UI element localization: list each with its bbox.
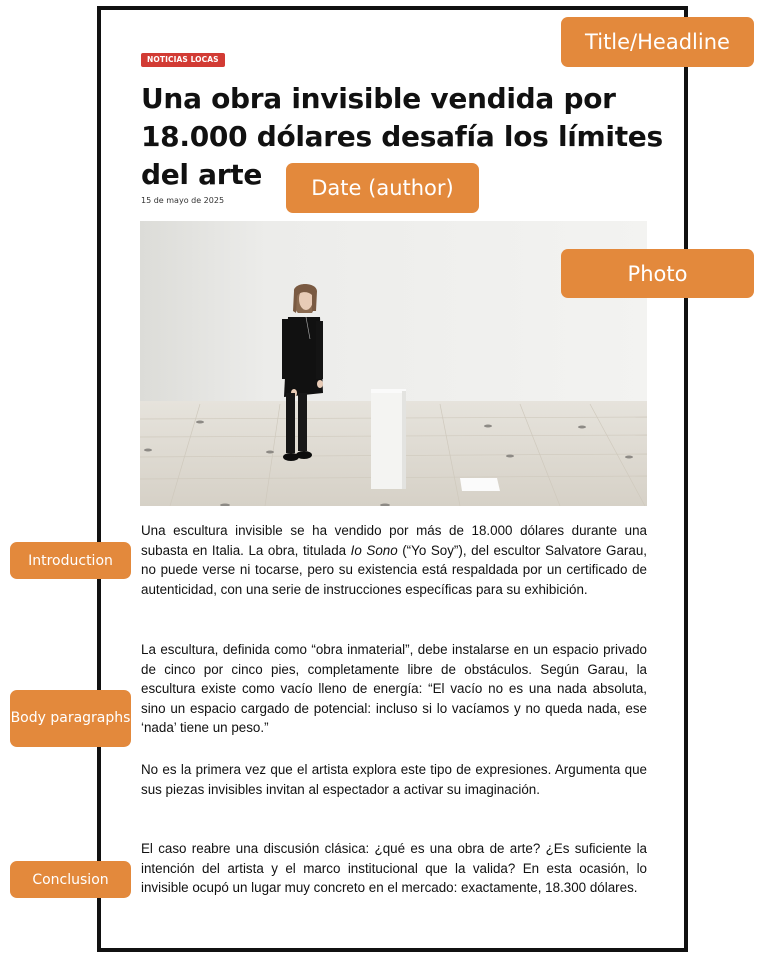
annotation-title-headline: Title/Headline — [561, 17, 754, 67]
intro-text-start: Una escultura invisible se ha vendido por más de 18.000 dólares durante una subasta en Italia. La obra, titulada — [141, 523, 647, 558]
article-date: 15 de mayo de 2025 — [141, 196, 225, 205]
annotation-conclusion: Conclusion — [10, 861, 131, 898]
category-badge: NOTICIAS LOCAS — [141, 53, 225, 67]
body-paragraph-1: La escultura, definida como “obra inmaterial”, debe instalarse en un espacio privado de cinco por cinco pies, completamente libre de obstáculos. Según Garau, la escultura existe como vacío lleno de energía: “El vacío no es una nada absoluta, sino un espacio cargado de potencial: incluso si lo vacíamos y no queda nada, ese ‘nada’ tiene un peso.” — [141, 642, 647, 735]
annotation-introduction: Introduction — [10, 542, 131, 579]
annotation-body-paragraphs: Body paragraphs — [10, 690, 131, 747]
annotation-photo: Photo — [561, 249, 754, 298]
headline: Una obra invisible vendida por 18.000 dólares desafía los límites del arte — [141, 82, 663, 191]
artwork-title: Io Sono — [350, 542, 398, 558]
annotation-date-author: Date (author) — [286, 163, 479, 213]
intro-paragraph — [141, 521, 647, 599]
intro-text-end: (“Yo Soy”), del escultor Salvatore Garau, no puede verse ni tocarse, pero su existencia está respaldada por un certificado de autenticidad, con una serie de instrucciones específicas para su exhibición. — [141, 542, 647, 597]
conclusion-paragraph: El caso reabre una discusión clásica: ¿qué es una obra de arte? ¿Es suficiente la intención del artista y el marco institucional que la valida? En esta ocasión, lo invisible ocupó un lugar muy concreto en el mercado: exactamente, 18.300 dólares. — [141, 841, 647, 895]
body-paragraph-2: No es la primera vez que el artista explora este tipo de expresiones. Argumenta que sus piezas invisibles invitan al espectador a activar su imaginación. — [141, 762, 647, 797]
